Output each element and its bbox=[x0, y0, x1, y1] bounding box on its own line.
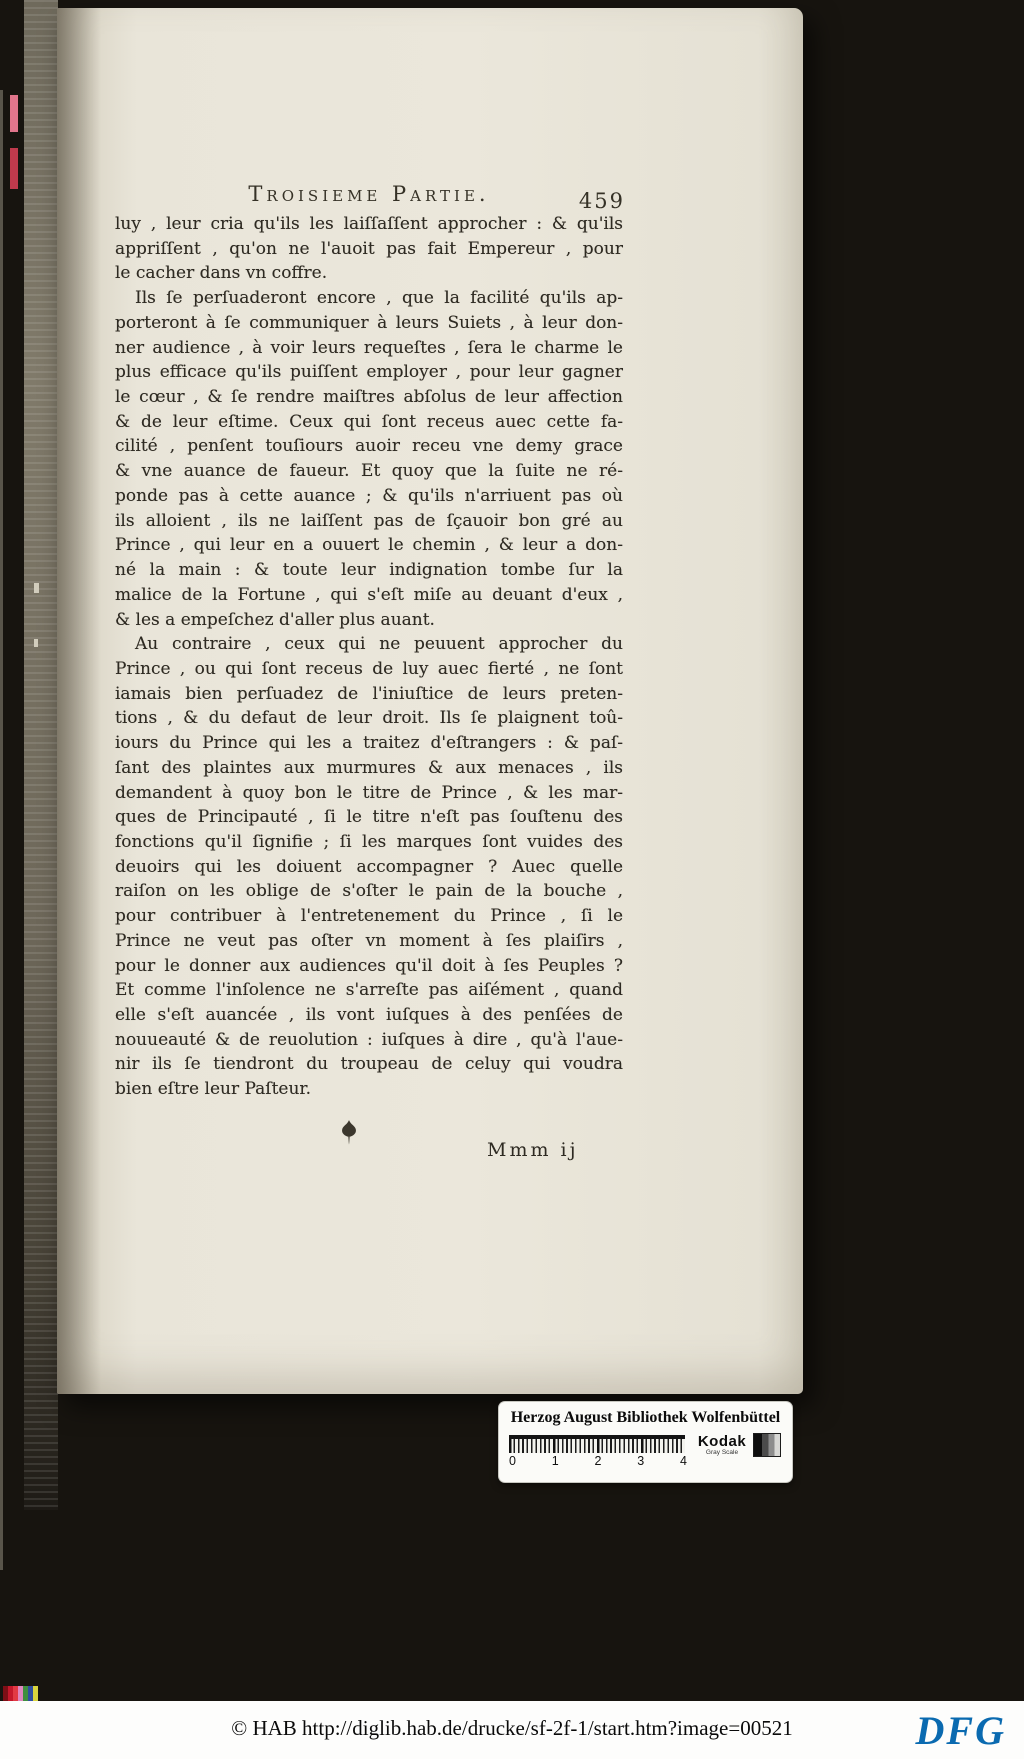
text-line: ques de Principauté , ſi le titre n'eſt pas ſouſtenu des bbox=[115, 807, 623, 828]
gray-scale-patch bbox=[753, 1433, 781, 1457]
text-line: Et comme l'inſolence ne s'arreſte pas aiſément , quand bbox=[115, 980, 623, 1001]
text-line: elle s'eſt auancée , ils vont iuſques à des penſées de bbox=[115, 1005, 623, 1025]
text-line: fonctions qu'il ſignifie ; ſi les marques ſont vuides des bbox=[115, 831, 623, 852]
footer-bar bbox=[0, 1701, 1024, 1759]
page-number: 459 bbox=[578, 189, 625, 213]
text-line: ponde pas à cette auance ; & qu'ils n'arriuent pas où bbox=[115, 485, 623, 506]
text-line: plus efficace qu'ils puiſſent employer , pour leur gagner bbox=[115, 362, 623, 383]
book-page bbox=[57, 8, 803, 1394]
text-line: Prince , qui leur en a ouuert le chemin , & leur a don- bbox=[115, 535, 623, 556]
text-line: nouueauté & de reuolution : iuſques à dire , qu'à l'aue- bbox=[115, 1029, 623, 1050]
text-line: nir ils ſe tiendront du troupeau de celuy qui voudra bbox=[115, 1054, 623, 1075]
text-line: iamais bien perſuadez de l'iniuſtice de leurs preten- bbox=[115, 683, 623, 704]
text-line: Prince ne veut pas oſter vn moment à ſes plaiſirs , bbox=[115, 930, 623, 951]
copyright-text: © HAB http://diglib.hab.de/drucke/sf-2f-1/start.htm?image=00521 bbox=[231, 1716, 793, 1740]
text-line: luy , leur cria qu'ils les laiſſaſſent approcher : & qu'ils bbox=[115, 214, 623, 234]
text-line: demandent à quoy bon le titre de Prince , & les mar- bbox=[115, 782, 623, 803]
text-line: & de leur eſtime. Ceux qui ſont receus auec cette fa- bbox=[115, 411, 623, 432]
fleuron-icon bbox=[338, 1118, 360, 1146]
library-name: Herzog August Bibliothek Wolfenbüttel bbox=[510, 1409, 781, 1426]
dfg-logo: DFG bbox=[915, 1708, 1006, 1753]
text-line: & vne auance de faueur. Et quoy que la ſuite ne ré- bbox=[115, 461, 623, 482]
text-line: tions , & du defaut de leur droit. Ils ſe plaignent toû- bbox=[115, 708, 623, 729]
text-line: Ils ſe perſuaderont encore , que la facilité qu'ils ap- bbox=[135, 288, 623, 309]
text-line: ſant des plaintes aux murmures & aux menaces , ils bbox=[115, 757, 623, 778]
book-page-edges bbox=[24, 0, 58, 1510]
kodak-brand bbox=[693, 1434, 751, 1457]
scale-number: 3 bbox=[637, 1454, 645, 1468]
text-line: iours du Prince qui les a traitez d'eſtrangers : & paſ- bbox=[115, 733, 623, 754]
text-line: ils alloient , ils ne laiſſent pas de ſçauoir bon gré au bbox=[115, 510, 623, 531]
text-line: né la main : & toute leur indignation tombe ſur la bbox=[115, 560, 623, 581]
paper-speck bbox=[34, 583, 39, 593]
text-line: malice de la Fortune , qui s'eſt miſe au deuant d'eux , bbox=[115, 584, 623, 605]
text-line: raiſon on les oblige de s'oſter le pain de la bouche , bbox=[115, 881, 623, 902]
scale-number: 1 bbox=[551, 1454, 559, 1468]
text-line: Prince , ou qui ſont receus de luy auec fierté , ne ſont bbox=[115, 658, 623, 679]
paper-speck bbox=[34, 639, 38, 647]
text-line: bien eſtre leur Paſteur. bbox=[115, 1079, 312, 1100]
scan-edge-line bbox=[0, 90, 3, 1570]
text-line: ner audience , à voir leurs requeſtes , ſera le charme le bbox=[115, 337, 623, 358]
scale-number: 0 bbox=[509, 1454, 516, 1468]
kodak-brand-subtitle: Gray Scale bbox=[705, 1449, 739, 1456]
running-head bbox=[115, 182, 623, 212]
kodak-gray-scale-card bbox=[499, 1402, 792, 1482]
text-line: Au contraire , ceux qui ne peuuent approcher du bbox=[135, 634, 623, 655]
text-line: le cœur , & ſe rendre maiſtres abſolus de leur affection bbox=[115, 387, 623, 408]
signature-mark: Mmm ij bbox=[487, 1139, 579, 1161]
registration-mark bbox=[10, 148, 18, 189]
text-line: appriſſent , qu'on ne l'auoit pas fait Empereur , pour bbox=[115, 238, 623, 259]
scale-number: 4 bbox=[680, 1454, 687, 1468]
text-line: pour contribuer à l'entretenement du Prince , ſi le bbox=[115, 906, 623, 927]
text-line: cilité , penſent touſiours auoir receu vne demy grace bbox=[115, 436, 623, 457]
text-line: deuoirs qui les doiuent accompagner ? Auec quelle bbox=[115, 856, 623, 877]
scale-numbers bbox=[509, 1454, 687, 1468]
text-line: porteront à ſe communiquer à leurs Suiets , à leur don- bbox=[115, 312, 623, 333]
ruler-scale bbox=[509, 1435, 685, 1453]
kodak-brand-name: Kodak bbox=[697, 1433, 747, 1450]
fleuron-ornament bbox=[338, 1118, 360, 1146]
text-line: pour le donner aux audiences qu'il doit à ſes Peuples ? bbox=[115, 955, 623, 976]
scale-number: 2 bbox=[594, 1454, 602, 1468]
body-text bbox=[115, 212, 623, 1102]
text-line: & les a empeſchez d'aller plus auant. bbox=[115, 609, 435, 630]
registration-mark bbox=[10, 95, 18, 132]
text-line: le cacher dans vn coffre. bbox=[115, 263, 328, 284]
page-title: Troisieme Partie. bbox=[248, 182, 490, 206]
